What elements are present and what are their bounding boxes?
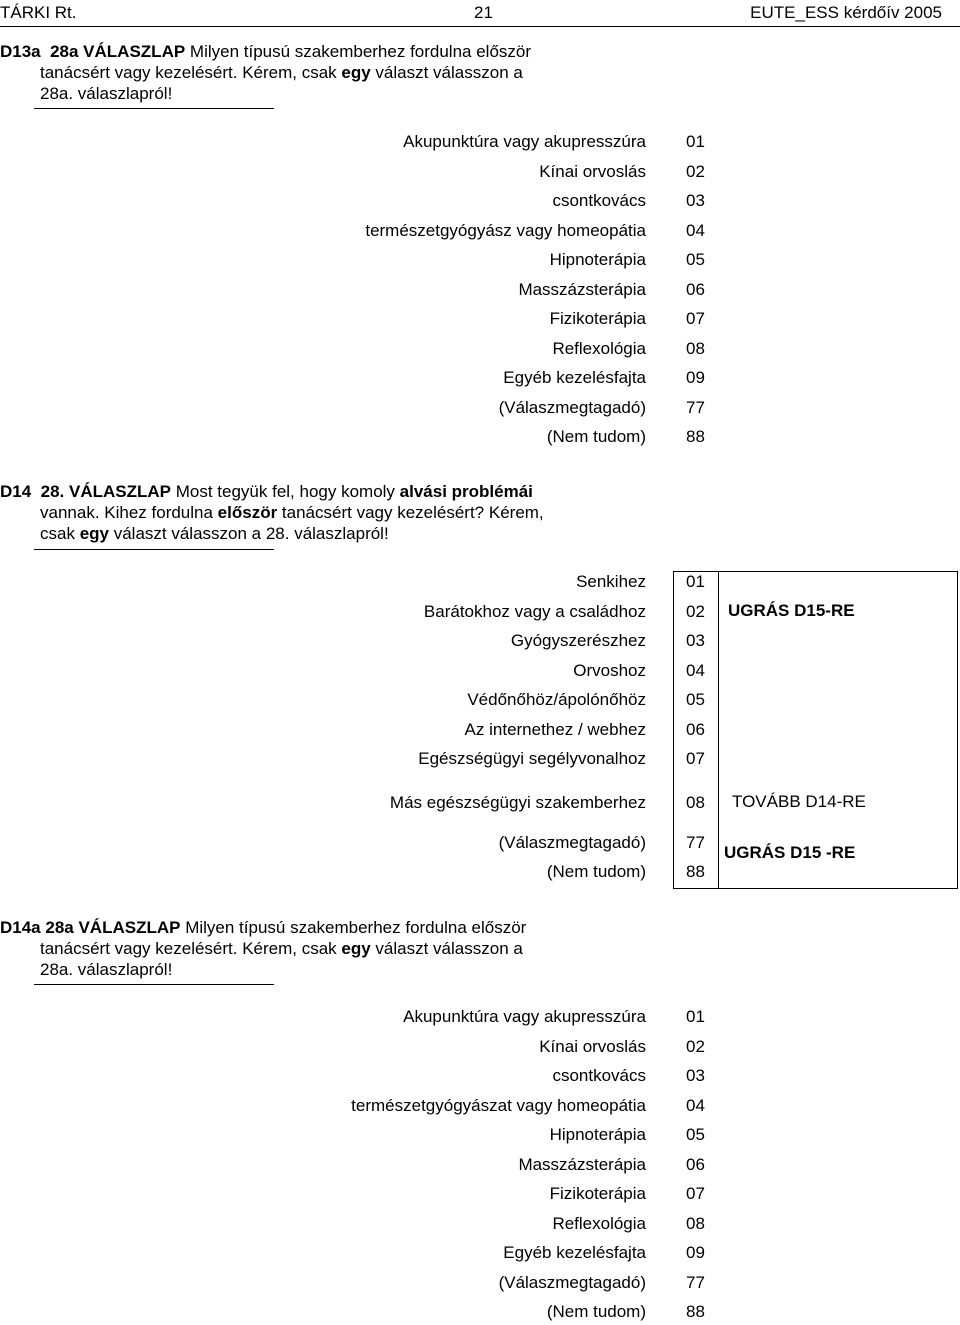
question-text: választ válasszon a [370,63,523,82]
answer-code: 03 [686,191,705,210]
answer-option [0,425,960,449]
answer-label: Orvoshoz [573,661,646,680]
answer-label: csontkovács [552,191,646,210]
answer-code: 04 [686,661,705,680]
emphasis: alvási problémái [399,482,533,501]
answer-option [0,307,960,331]
answer-code: 06 [686,1155,705,1174]
answer-label: (Válaszmegtagadó) [498,833,646,852]
answer-label: Kínai orvoslás [539,162,646,181]
question-text: tanácsért vagy kezelésért. Kérem, csak [40,63,342,82]
answer-code: 02 [686,602,705,621]
answer-option [0,1212,960,1236]
question-text: Milyen típusú szakemberhez fordulna először [185,42,532,61]
answer-code: 02 [686,1037,705,1056]
answer-option [0,791,960,815]
answer-option [0,688,960,712]
answer-code: 06 [686,280,705,299]
answer-code: 06 [686,720,705,739]
question-id: D14 [0,482,32,501]
emphasis: egy [79,524,109,543]
answer-label: Masszázsterápia [518,1155,646,1174]
question-underline [34,984,274,985]
question-d13a [0,41,531,104]
answer-option [0,130,960,154]
answer-label: Egyéb kezelésfajta [503,368,646,387]
answer-label: természetgyógyász vagy homeopátia [365,221,646,240]
answer-option [0,366,960,390]
answer-label: csontkovács [552,1066,646,1085]
answer-label: Egészségügyi segélyvonalhoz [418,749,646,768]
answer-option [0,1182,960,1206]
answer-code: 88 [686,427,705,446]
answer-code: 05 [686,690,705,709]
question-d14 [0,481,544,544]
answer-option [0,747,960,771]
question-underline [34,108,274,109]
card-ref: 28. VÁLASZLAP [40,482,171,501]
answer-code: 03 [686,631,705,650]
answer-code: 77 [686,398,705,417]
question-text: 28a. válaszlapról! [40,960,173,979]
answer-option [0,337,960,361]
answer-option [0,160,960,184]
answer-option [0,189,960,213]
answer-label: Reflexológia [552,1214,646,1233]
answer-code: 08 [686,793,705,812]
question-d14a [0,917,526,980]
question-text: 28a. válaszlapról! [40,84,173,103]
header-rule [0,26,960,27]
question-text: Most tegyük fel, hogy komoly [171,482,400,501]
answer-code: 77 [686,833,705,852]
question-text: tanácsért vagy kezelésért. Kérem, csak [40,939,342,958]
card-ref: 28a VÁLASZLAP [45,918,181,937]
answer-label: (Nem tudom) [546,427,646,446]
page-number: 21 [474,3,493,22]
question-underline [34,549,274,550]
answer-option [0,629,960,653]
answer-option [0,1153,960,1177]
emphasis: egy [341,939,371,958]
answer-label: Masszázsterápia [518,280,646,299]
answer-label: (Válaszmegtagadó) [498,398,646,417]
answer-code: 01 [686,132,705,151]
question-id: D13a [0,42,41,61]
answer-label: Barátokhoz vagy a családhoz [423,602,646,621]
answer-label: Senkihez [576,572,646,591]
answer-code: 08 [686,339,705,358]
answer-code: 05 [686,250,705,269]
answer-option [0,718,960,742]
answer-label: Fizikoterápia [549,309,646,328]
answer-option [0,1094,960,1118]
answer-code: 05 [686,1125,705,1144]
answer-option [0,1271,960,1295]
answer-label: Akupunktúra vagy akupresszúra [403,1007,646,1026]
answer-option [0,1300,960,1324]
card-ref: 28a VÁLASZLAP [50,42,186,61]
question-text: Milyen típusú szakemberhez fordulna először [180,918,527,937]
answer-option [0,1123,960,1147]
header-doc-title: EUTE_ESS kérdőív 2005 [750,3,942,22]
question-text: vannak. Kihez fordulna [40,503,218,522]
answer-option [0,1035,960,1059]
question-text: csak [40,524,80,543]
answer-option [0,1005,960,1029]
answer-label: természetgyógyászat vagy homeopátia [351,1096,646,1115]
answer-code: 03 [686,1066,705,1085]
answer-label: Az internethez / webhez [464,720,646,739]
answer-code: 09 [686,1243,705,1262]
answer-code: 04 [686,1096,705,1115]
answer-option [0,570,960,594]
answer-option [0,1064,960,1088]
question-text: választ válasszon a 28. válaszlapról! [108,524,389,543]
jump-instruction: UGRÁS D15-RE [728,601,855,620]
answer-code: 01 [686,1007,705,1026]
answer-code: 02 [686,162,705,181]
answer-option [0,248,960,272]
answer-code: 04 [686,221,705,240]
answer-option [0,219,960,243]
answer-option [0,860,960,884]
emphasis: először [217,503,278,522]
answer-label: Fizikoterápia [549,1184,646,1203]
answer-code: 07 [686,749,705,768]
answer-code: 88 [686,862,705,881]
answer-code: 08 [686,1214,705,1233]
answer-label: Kínai orvoslás [539,1037,646,1056]
answer-code: 88 [686,1302,705,1321]
question-text: választ válasszon a [370,939,523,958]
answer-label: Védőnőhöz/ápolónőhöz [467,690,646,709]
answer-option [0,1241,960,1265]
answer-label: Hipnoterápia [549,250,646,269]
answer-option [0,659,960,683]
header-org: TÁRKI Rt. [0,3,77,22]
question-text: tanácsért vagy kezelésért? Kérem, [277,503,544,522]
answer-label: Gyógyszerészhez [510,631,646,650]
answer-label: Reflexológia [552,339,646,358]
answer-label: (Nem tudom) [546,1302,646,1321]
answer-option [0,831,960,855]
answer-label: Akupunktúra vagy akupresszúra [403,132,646,151]
answer-code: 77 [686,1273,705,1292]
answer-option [0,600,960,624]
answer-code: 07 [686,1184,705,1203]
answer-label: (Nem tudom) [546,862,646,881]
emphasis: egy [341,63,371,82]
answer-code: 09 [686,368,705,387]
answer-label: Egyéb kezelésfajta [503,1243,646,1262]
answer-option [0,278,960,302]
answer-label: Hipnoterápia [549,1125,646,1144]
answer-option [0,396,960,420]
continue-instruction: TOVÁBB D14-RE [732,792,866,811]
answer-code: 01 [686,572,705,591]
question-id: D14a [0,918,41,937]
answer-label: (Válaszmegtagadó) [498,1273,646,1292]
answer-label: Más egészségügyi szakemberhez [389,793,646,812]
answer-code: 07 [686,309,705,328]
jump-instruction: UGRÁS D15 -RE [724,843,856,862]
